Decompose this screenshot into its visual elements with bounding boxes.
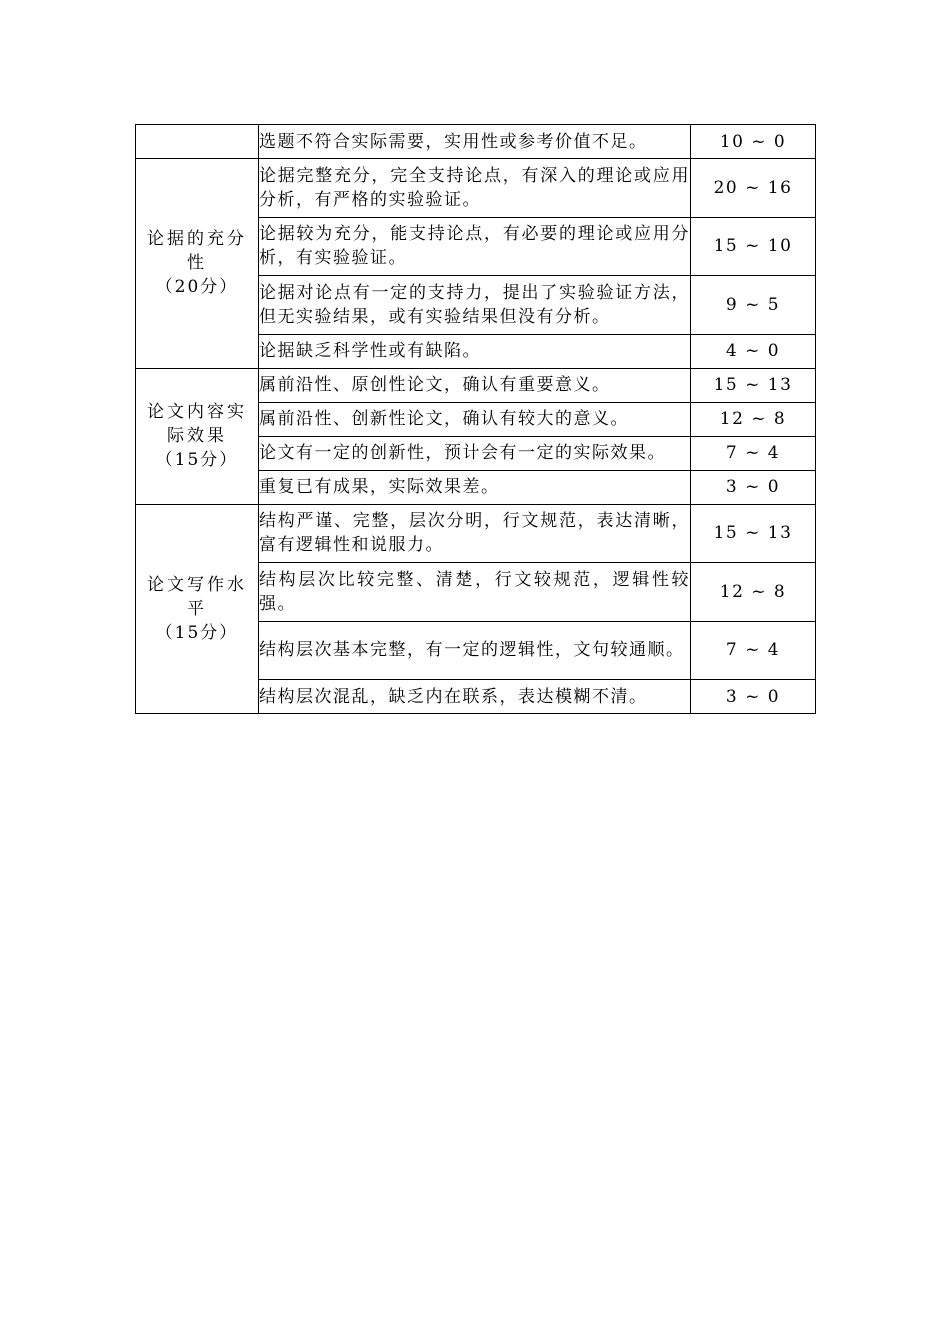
category-cell [136,159,259,369]
category-points: （20分） [155,277,239,298]
criterion-description: 属前沿性、原创性论文，确认有重要意义。 [259,368,691,402]
score-range: 9 ~ 5 [691,276,816,335]
criterion-description: 论据缺乏科学性或有缺陷。 [259,334,691,368]
score-range: 7 ~ 4 [691,436,816,470]
score-range: 10 ~ 0 [691,125,816,159]
category-title: 论文写作水平 [147,574,247,619]
table-row [136,125,816,159]
criterion-description: 结构严谨、完整，层次分明，行文规范，表达清晰，富有逻辑性和说服力。 [259,504,691,563]
score-range: 12 ~ 8 [691,563,816,622]
score-range: 3 ~ 0 [691,680,816,714]
criterion-description: 论据对论点有一定的支持力，提出了实验验证方法，但无实验结果，或有实验结果但没有分析。 [259,276,691,335]
category-points: （15分） [155,622,239,643]
score-range: 12 ~ 8 [691,402,816,436]
criterion-description: 结构层次混乱，缺乏内在联系，表达模糊不清。 [259,680,691,714]
category-points: （15分） [155,450,239,470]
category-cell [136,504,259,714]
criterion-description: 结构层次基本完整，有一定的逻辑性，文句较通顺。 [259,621,691,680]
criterion-description: 选题不符合实际需要，实用性或参考价值不足。 [259,125,691,159]
table-row [136,504,816,563]
table-row [136,368,816,402]
score-range: 15 ~ 13 [691,368,816,402]
criterion-description: 结构层次比较完整、清楚，行文较规范，逻辑性较强。 [259,563,691,622]
score-range: 15 ~ 13 [691,504,816,563]
score-range: 20 ~ 16 [691,159,816,218]
score-range: 3 ~ 0 [691,470,816,504]
score-range: 7 ~ 4 [691,621,816,680]
category-title: 论文内容实际效果 [147,402,247,446]
score-range: 15 ~ 10 [691,217,816,276]
score-range: 4 ~ 0 [691,334,816,368]
table-row [136,159,816,218]
category-cell [136,368,259,504]
criterion-description: 论据完整充分，完全支持论点，有深入的理论或应用分析，有严格的实验验证。 [259,159,691,218]
grading-rubric-table [135,124,816,714]
criterion-description: 属前沿性、创新性论文，确认有较大的意义。 [259,402,691,436]
criterion-description: 重复已有成果，实际效果差。 [259,470,691,504]
criterion-description: 论据较为充分，能支持论点，有必要的理论或应用分析，有实验验证。 [259,217,691,276]
category-title: 论据的充分性 [147,229,247,274]
criterion-description: 论文有一定的创新性，预计会有一定的实际效果。 [259,436,691,470]
category-cell-empty [136,125,259,159]
